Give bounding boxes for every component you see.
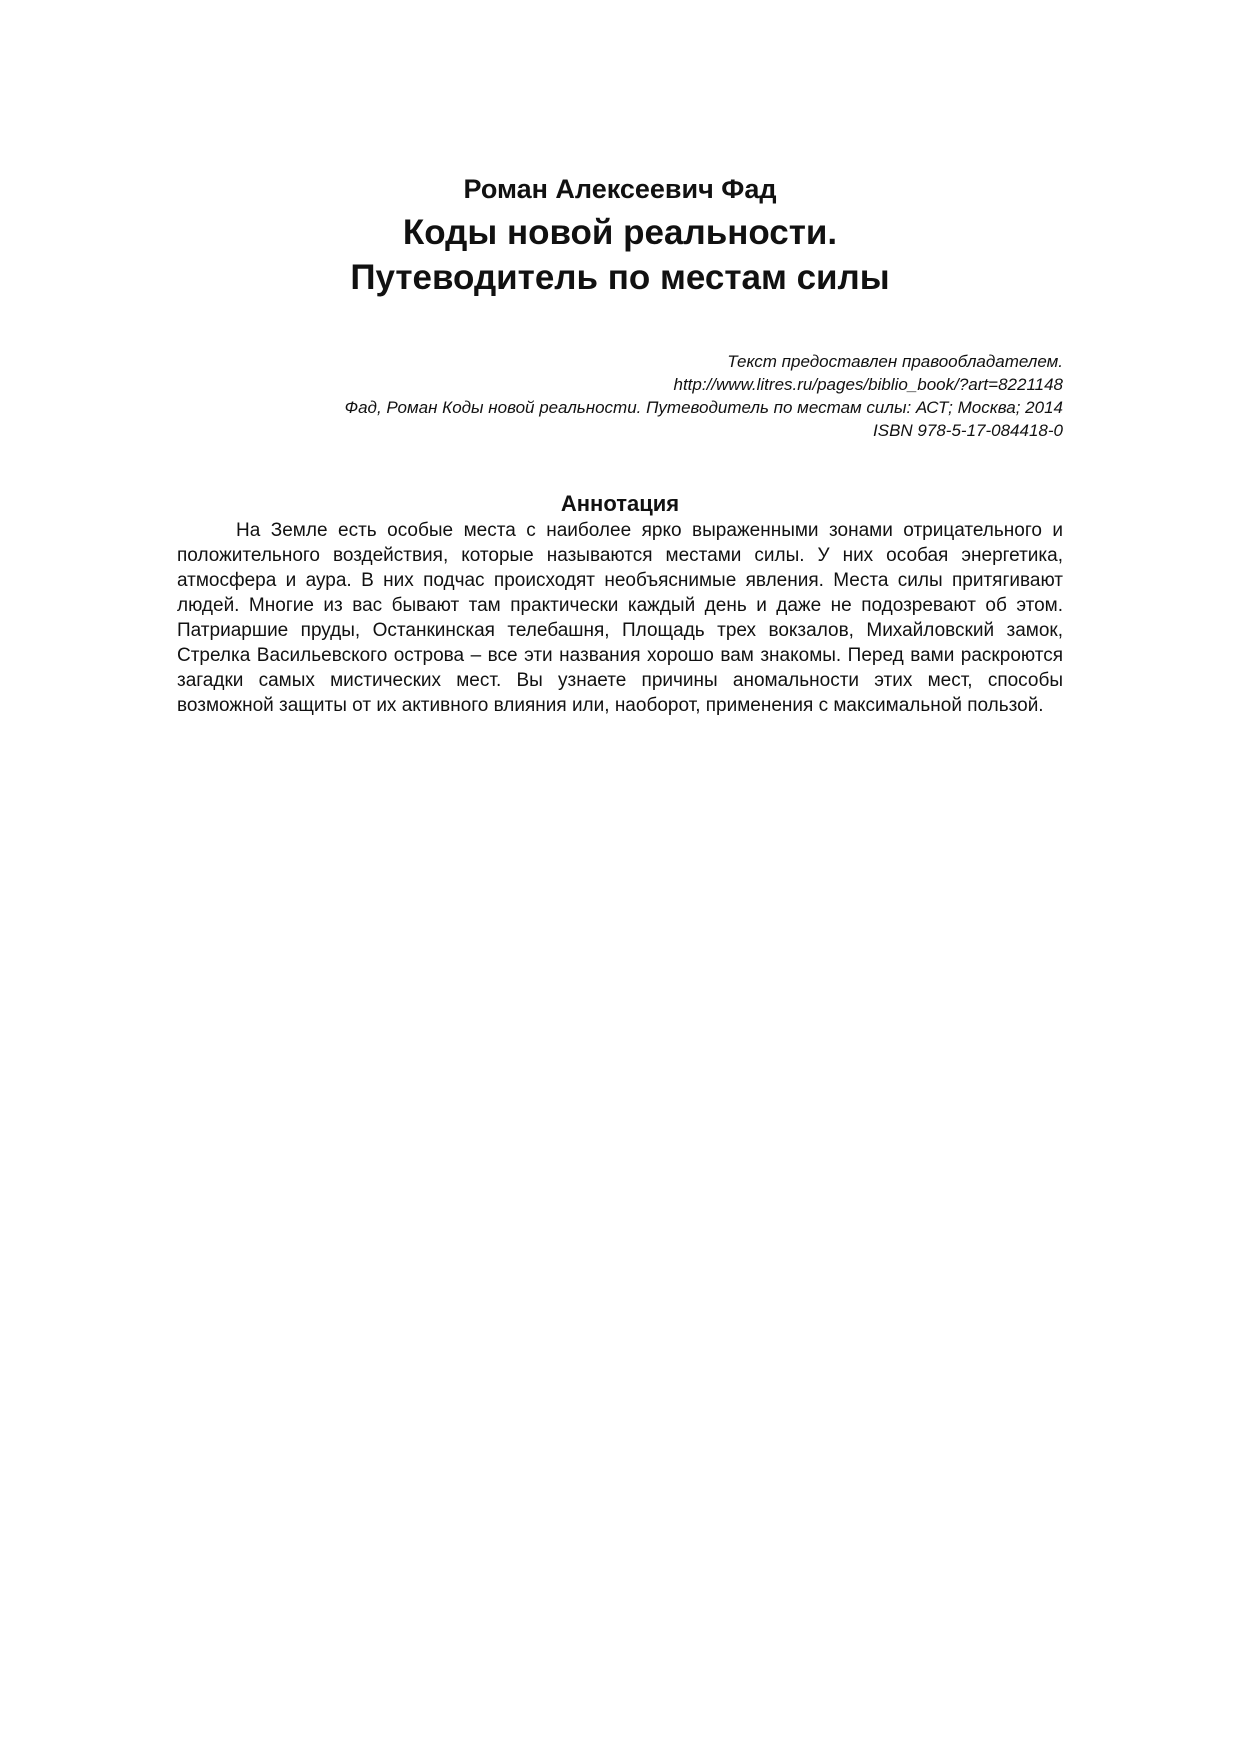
source-url: http://www.litres.ru/pages/biblio_book/?art=8221148 xyxy=(673,375,1063,394)
bibliographic-reference: Фад, Роман Коды новой реальности. Путеводитель по местам силы: АСТ; Москва; 2014 xyxy=(344,398,1063,417)
publication-info xyxy=(177,350,1063,442)
title-block xyxy=(177,172,1063,300)
annotation-heading: Аннотация xyxy=(560,491,680,516)
isbn: ISBN 978-5-17-084418-0 xyxy=(873,421,1063,440)
book-title xyxy=(177,210,1063,300)
book-title-line-2: Путеводитель по местам силы xyxy=(350,258,890,297)
book-title-line-1: Коды новой реальности. xyxy=(402,213,838,252)
author-name: Роман Алексеевич Фад xyxy=(463,174,777,204)
rights-notice: Текст предоставлен правообладателем. xyxy=(727,352,1063,371)
annotation-text: На Земле есть особые места с наиболее ярко выраженными зонами отрицательного и положительного воздействия, которые называются местами силы. У них особая энергетика, атмосфера и аура. В них подчас происходят необъяснимые явления. Места силы притягивают людей. Многие из вас бывают там практически каждый день и даже не подозревают об этом. Патриаршие пруды, Останкинская телебашня, Площадь трех вокзалов, Михайловский замок, Стрелка Васильевского острова – все эти названия хорошо вам знакомы. Перед вами раскроются загадки самых мистических мест. Вы узнаете причины аномальности этих мест, способы возможной защиты от их активного влияния или, наоборот, применения с максимальной пользой. xyxy=(177,520,1063,716)
